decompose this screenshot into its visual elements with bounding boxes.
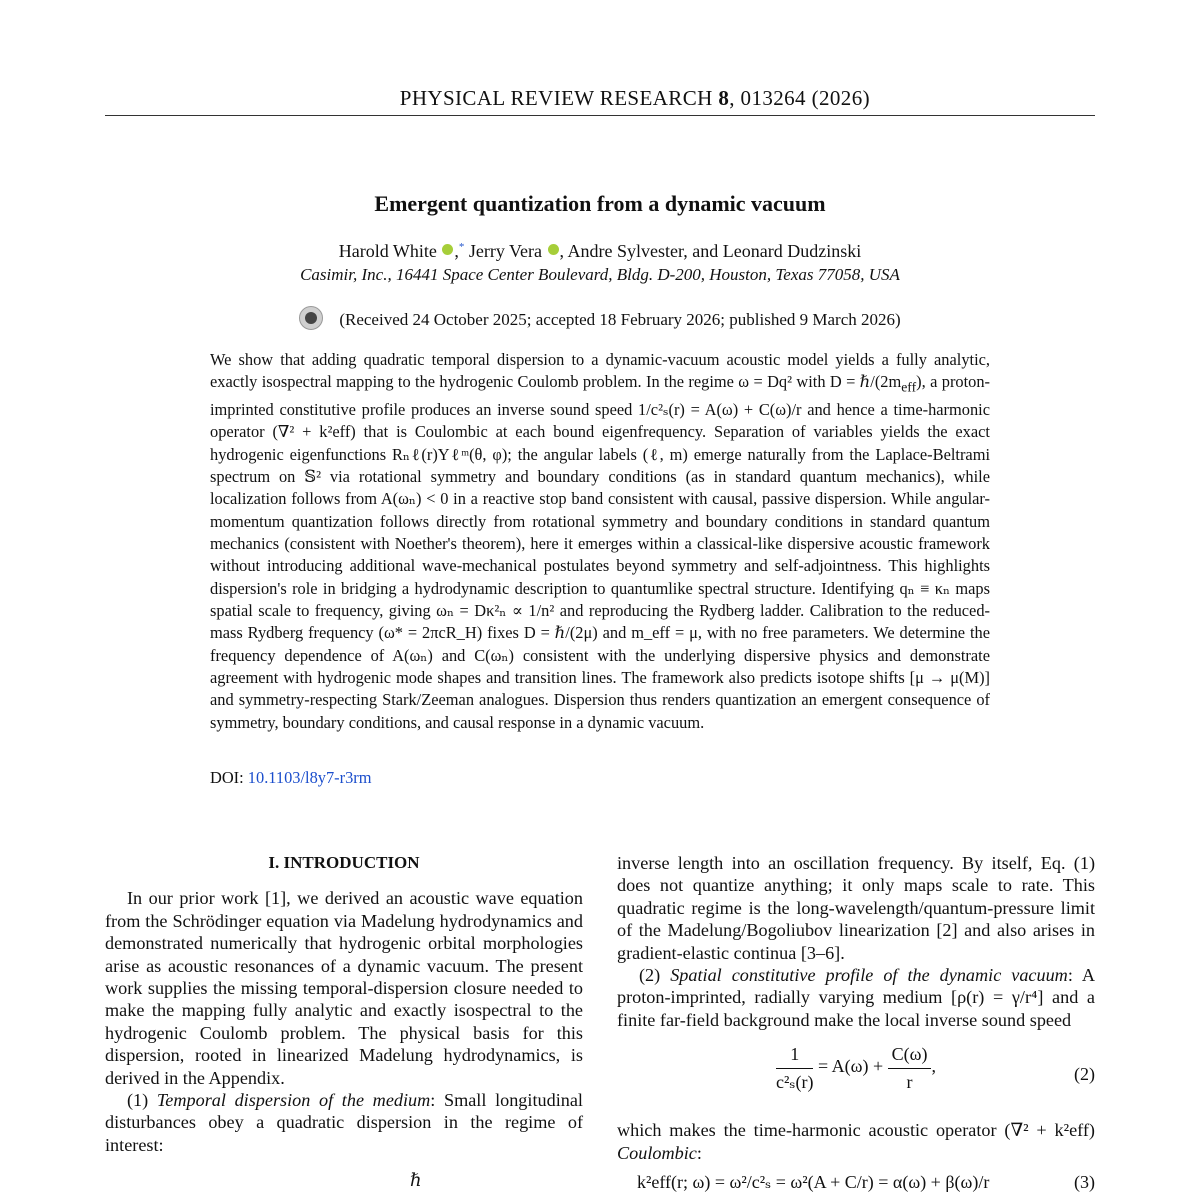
intro-paragraph-3: inverse length into an oscillation frequency. By itself, Eq. (1) does not quantize anything; it only maps scale to rate. This quadratic regime is the long-wavelength/quantum-pressure limit of the Madelung/Bogoliubov linearization [2] and also arises in gradient-elastic continua [3–6]. xyxy=(617,853,1095,963)
item-title: Spatial constitutive profile of the dynamic vacuum xyxy=(670,965,1068,986)
journal-name: PHYSICAL REVIEW RESEARCH xyxy=(399,86,713,110)
left-column xyxy=(105,852,583,1156)
abstract-text-1: We show that adding quadratic temporal dispersion to a dynamic-vacuum acoustic model yields a fully analytic, exactly isospectral mapping to the hydrogenic Coulomb problem. In the regime ω = Dq² with D = ℏ/(2m xyxy=(210,350,990,392)
fraction-denominator: c²ₛ(r) xyxy=(776,1071,814,1092)
equation-2 xyxy=(617,1043,1095,1109)
paper-title: Emergent quantization from a dynamic vacuum xyxy=(374,191,826,216)
orcid-icon[interactable] xyxy=(442,244,453,255)
received-dates: (Received 24 October 2025; accepted 18 February 2026; published 9 March 2026) xyxy=(339,310,901,329)
author-white[interactable]: Harold White xyxy=(338,241,437,261)
fraction-numerator: C(ω) xyxy=(888,1043,932,1068)
fraction-lhs xyxy=(776,1043,813,1093)
author-vera[interactable]: Jerry Vera xyxy=(468,241,543,261)
author-others: , Andre Sylvester, and Leonard Dudzinski xyxy=(559,241,862,261)
intro-paragraph-2 xyxy=(105,1089,583,1156)
item-text: : Small longitudinal disturbances obey a quadratic dispersion in the regime of interest: xyxy=(105,1090,583,1155)
corresponding-author-mark[interactable]: * xyxy=(458,241,465,253)
intro-paragraph-1: In our prior work [1], we derived an acoustic wave equation from the Schrödinger equation via Madelung hydrodynamics and demonstrated numerically that hydrogenic orbital morphologies arise as acoustic resonances of a dynamic vacuum. The present work supplies the missing temporal-dispersion closure needed to make the mapping fully analytic and exactly isospectral to the hydrogenic Coulomb problem. The physical basis for this dispersion, rooted in linearized Madelung hydrodynamics, is derived in the Appendix. xyxy=(105,888,583,1088)
item-text: : A proton-imprinted, radially varying medium [ρ(r) = γ/r⁴] and a finite far-field background make the local inverse sound speed xyxy=(617,965,1095,1030)
intro-paragraph-5 xyxy=(617,1119,1095,1164)
intro-paragraph-4 xyxy=(617,964,1095,1031)
item-title: Temporal dispersion of the medium xyxy=(156,1090,431,1111)
item-number: (2) xyxy=(639,965,671,986)
equation-number: (3) xyxy=(1074,1172,1095,1192)
orcid-icon[interactable] xyxy=(548,244,559,255)
coulombic-term: Coulombic xyxy=(617,1142,697,1163)
equation-number: (2) xyxy=(1074,1064,1095,1085)
affiliation: Casimir, Inc., 16441 Space Center Boulevard, Bldg. D-200, Houston, Texas 77058, USA xyxy=(300,265,900,284)
fraction-numerator: 1 xyxy=(776,1043,813,1068)
header-rule xyxy=(105,115,1095,116)
journal-citation: , 013264 (2026) xyxy=(729,86,870,110)
doi-line xyxy=(210,768,371,788)
fraction-denominator: r xyxy=(906,1071,913,1092)
equation-2-body xyxy=(617,1043,1095,1093)
journal-header xyxy=(105,86,1095,111)
crossmark-icon[interactable] xyxy=(299,306,323,330)
journal-volume: 8 xyxy=(718,86,730,110)
abstract xyxy=(210,349,990,734)
section-heading: I. INTRODUCTION xyxy=(268,853,420,872)
author-list: Harold White ,* Jerry Vera , Andre Sylvester, and Leonard Dudzinski xyxy=(338,241,862,261)
equation-tail: , xyxy=(931,1056,936,1077)
hbar-symbol: ℏ xyxy=(410,1170,422,1190)
doi-label: DOI: xyxy=(210,768,248,787)
operator-tail: : xyxy=(696,1142,702,1163)
abstract-sub-eff: eff xyxy=(901,379,917,395)
fraction-rhs xyxy=(888,1043,932,1093)
item-number: (1) xyxy=(127,1090,157,1111)
abstract-text-2: ), a proton-imprinted constitutive profile produces an inverse sound speed 1/c²ₛ(r) = A(ω) + C(ω)/r and hence a time-harmonic operator (∇² + k²eff) that is Coulombic at each bound eigenfrequency. Separation of variables yields the exact hydrogenic eigenfunctions Rₙℓ(r)Yℓᵐ(θ, φ); the angular labels (ℓ, m) emerge naturally from the Laplace-Beltrami spectrum on 𝕊² via rotational symmetry and boundary conditions (as in standard quantum mechanics), while localization follows from A(ωₙ) < 0 in a reactive stop band consistent with causal, passive dispersion. While angular-momentum quantization follows directly from rotational symmetry and boundary conditions in standard quantum mechanics (consistent with Noether's theorem), here it emerges within a classical-like dispersive acoustic framework without introducing additional wave-mechanical postulates beyond symmetry and self-adjointness. This highlights dispersion's role in bridging a hydrodynamic description to quantumlike spectral structure. Identifying qₙ ≡ κₙ maps spatial scale to frequency, giving ωₙ = Dκ²ₙ ∝ 1/n² and reproducing the Rydberg ladder. Calibration to the reduced-mass Rydberg frequency (ω* = 2πcR_H) fixes D = ℏ/(2μ) and m_eff = μ, with no free parameters. We determine the frequency dependence of A(ωₙ) and C(ωₙ) consistent with the underlying dispersive physics and demonstrate agreement with hydrogenic mode shapes and transition lines. The framework also predicts isotope shifts [μ → μ(M)] and symmetry-respecting Stark/Zeeman analogues. Dispersion thus renders quantization an emergent consequence of symmetry, boundary conditions, and causal response in a dynamic vacuum. xyxy=(210,372,990,732)
equation-3-body: k²eff(r; ω) = ω²/c²ₛ = ω²(A + C/r) = α(ω) + β(ω)/r xyxy=(637,1172,990,1192)
doi-link[interactable]: 10.1103/l8y7-r3rm xyxy=(247,768,372,787)
operator-text: which makes the time-harmonic acoustic operator (∇² + k²eff) xyxy=(617,1120,1095,1141)
right-column xyxy=(617,852,1095,1164)
equation-middle: = A(ω) + xyxy=(817,1056,884,1077)
publication-history xyxy=(105,306,1095,330)
